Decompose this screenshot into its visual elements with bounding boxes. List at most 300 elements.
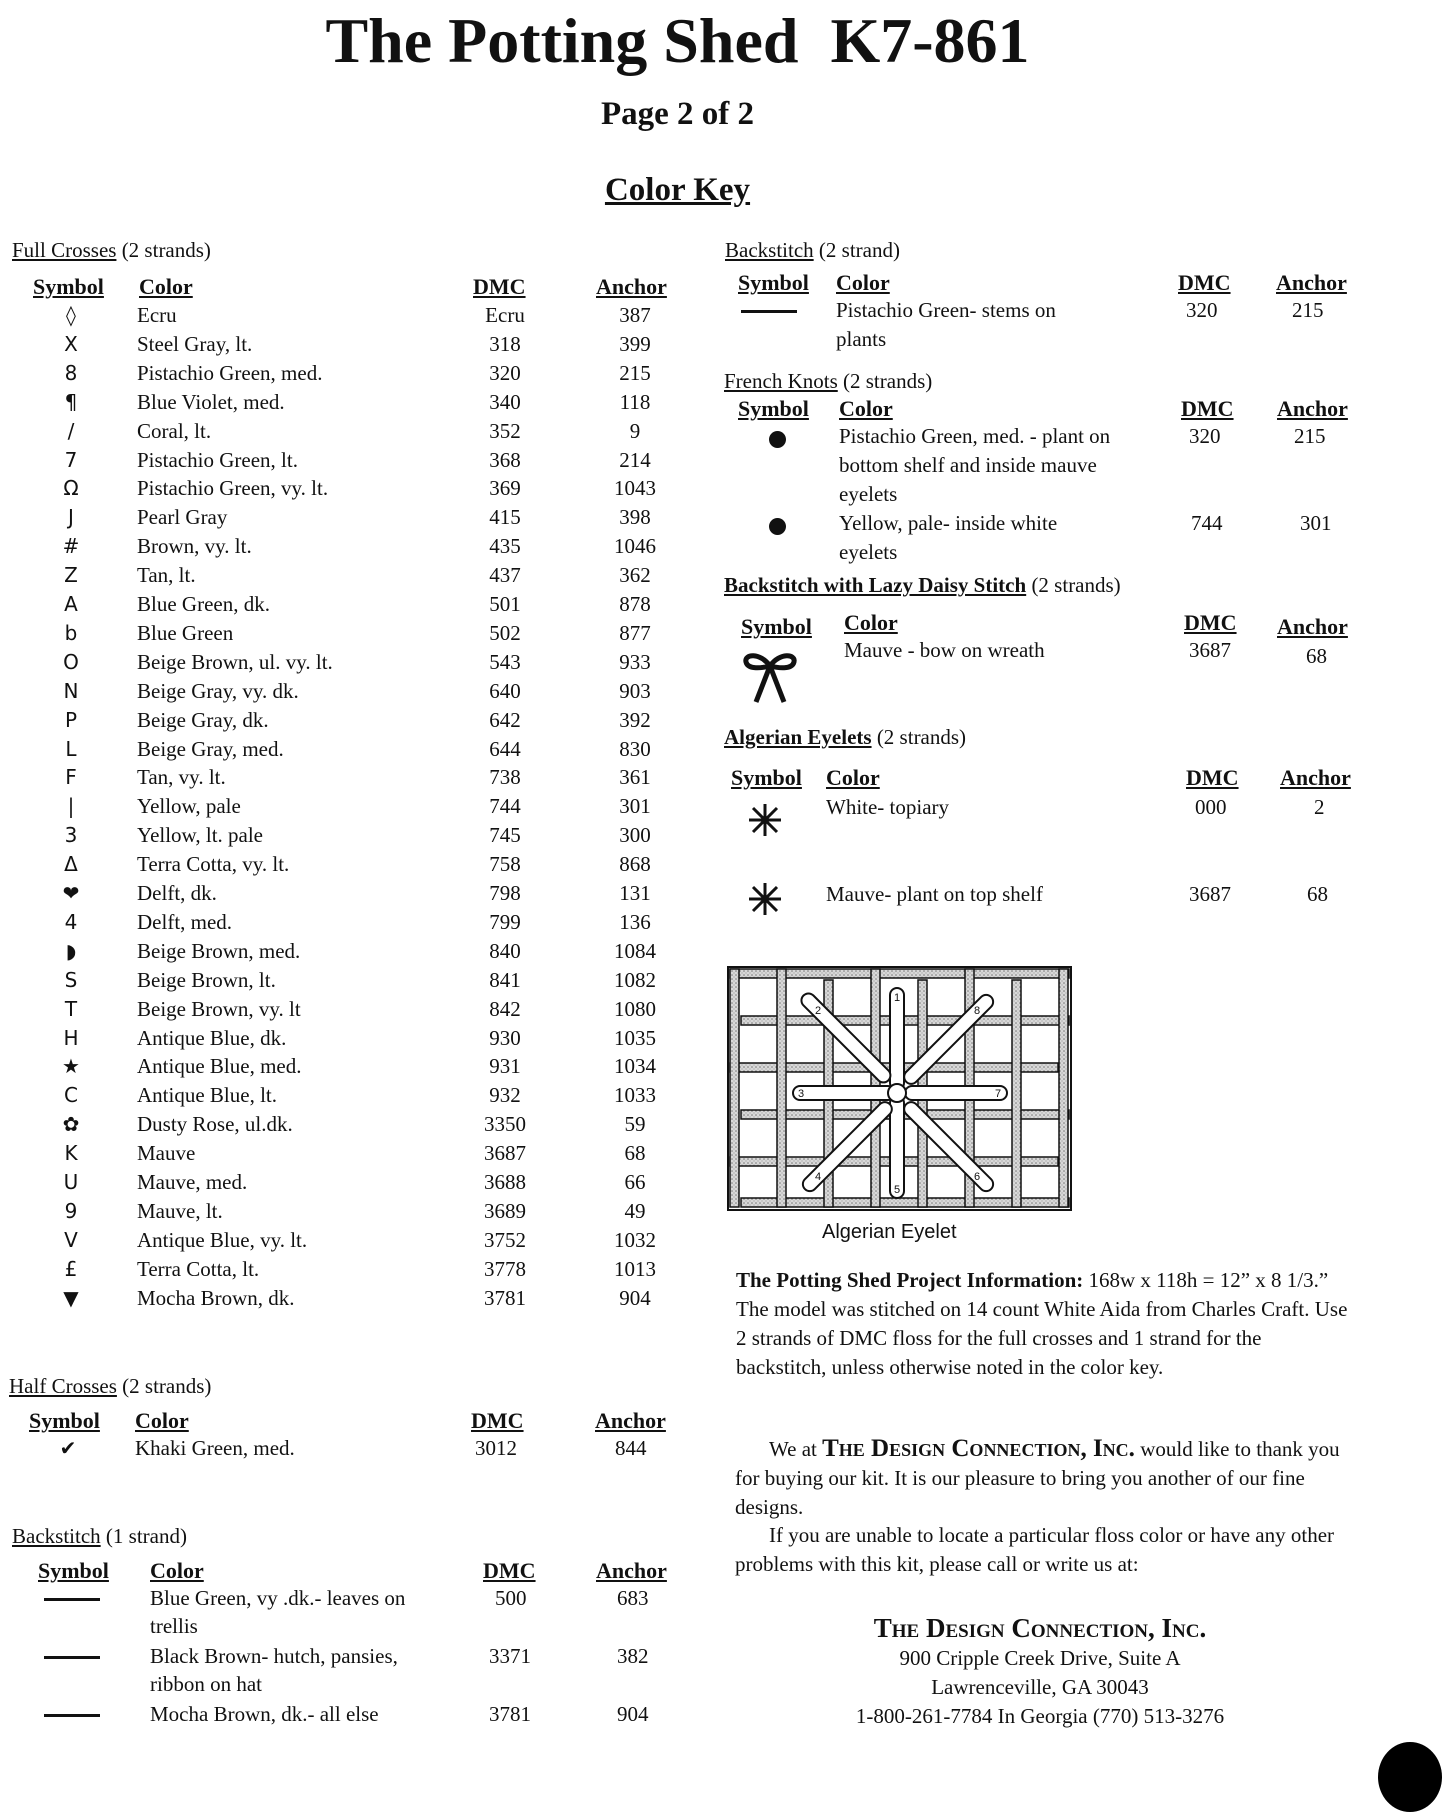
lazy-daisy-header [710, 610, 1410, 640]
anchor-number: 301 [1300, 511, 1332, 535]
symbol-glyph-icon: 9 [64, 1198, 78, 1223]
color-name: Mauve [137, 1141, 196, 1166]
table-row [0, 1436, 700, 1466]
anchor-number: 66 [624, 1170, 646, 1194]
dmc-number: 543 [489, 649, 521, 674]
dmc-number: 640 [489, 678, 521, 703]
symbol-glyph-icon: T [64, 996, 78, 1021]
color-name: Steel Gray, lt. [137, 331, 253, 356]
table-row [0, 1141, 700, 1170]
address-line-1: 900 Cripple Creek Drive, Suite A [899, 1646, 1181, 1670]
heart-icon: ❤ [62, 881, 80, 905]
table-row [710, 882, 1410, 922]
anchor-number: 1080 [614, 996, 656, 1021]
col-color: Color [839, 396, 893, 421]
table-row [0, 390, 700, 419]
col-dmc: DMC [471, 1408, 524, 1433]
color-name: Yellow, pale [137, 794, 241, 819]
section-title: French Knots [724, 369, 838, 393]
symbol-glyph-icon: 3 [64, 823, 78, 848]
table-row [0, 1257, 700, 1286]
symbol-glyph-icon: X [64, 331, 78, 356]
anchor-number: 136 [619, 909, 651, 934]
table-row [0, 968, 700, 997]
table-row [0, 1112, 700, 1141]
eyelet-star-icon [748, 882, 782, 916]
anchor-number: 830 [619, 736, 651, 761]
project-info-paragraph [736, 1266, 1356, 1382]
col-anchor: Anchor [596, 1558, 667, 1583]
table-row [710, 424, 1410, 511]
table-row [710, 511, 1410, 569]
dmc-number: 841 [489, 967, 521, 992]
anchor-number: 2 [1314, 795, 1325, 819]
table-row [0, 765, 700, 794]
strand-count: (2 strands) [1031, 573, 1121, 597]
col-dmc: DMC [483, 1558, 536, 1583]
anchor-number: 1013 [614, 1256, 656, 1281]
anchor-number: 118 [619, 389, 651, 414]
company-name-inline: The Design Connection, Inc. [822, 1435, 1135, 1462]
symbol-glyph-icon: 4 [64, 909, 78, 934]
col-color: Color [150, 1558, 204, 1583]
dmc-number: 3781 [484, 1285, 526, 1310]
col-dmc: DMC [473, 274, 526, 299]
symbol-glyph-icon: 7 [64, 447, 78, 472]
anchor-number: 68 [1307, 882, 1328, 906]
symbol-glyph-icon: K [64, 1141, 78, 1166]
table-row [0, 881, 700, 910]
dmc-number: 3781 [489, 1702, 531, 1726]
anchor-number: 877 [619, 620, 651, 645]
color-name: Mauve, med. [137, 1170, 248, 1194]
symbol-glyph-icon: S [64, 967, 78, 992]
dmc-number: 500 [495, 1586, 527, 1610]
color-name: Black Brown- hutch, pansies, [150, 1644, 398, 1668]
color-name: Khaki Green, med. [135, 1436, 295, 1460]
table-row [0, 823, 700, 852]
diamond-icon: ◊ [66, 303, 76, 327]
dmc-number: 000 [1195, 795, 1227, 819]
color-name: Pistachio Green, med. [137, 360, 323, 385]
symbol-glyph-icon: 8 [64, 360, 78, 385]
symbol-glyph-icon: H [63, 1025, 79, 1050]
table-row [0, 419, 700, 448]
dmc-number: 842 [489, 996, 521, 1021]
dmc-number: Ecru [485, 303, 525, 327]
color-name: Pistachio Green, med. - plant on [839, 424, 1111, 448]
color-name: Yellow, pale- inside white [839, 511, 1058, 535]
table-row [0, 1199, 700, 1228]
col-anchor: Anchor [1276, 270, 1347, 295]
table-row [710, 795, 1410, 845]
table-row [0, 737, 700, 766]
anchor-number: 1034 [614, 1054, 656, 1079]
table-row [0, 1026, 700, 1055]
anchor-number: 1046 [614, 534, 656, 559]
dmc-number: 3752 [484, 1227, 526, 1252]
anchor-number: 878 [619, 592, 651, 616]
backstitch-1-header [0, 1558, 700, 1588]
dmc-number: 320 [1189, 424, 1221, 448]
color-name: Mauve- plant on top shelf [826, 882, 1043, 906]
color-name: Brown, vy. lt. [137, 534, 252, 559]
anchor-number: 1032 [614, 1227, 656, 1252]
color-name: Antique Blue, med. [137, 1054, 302, 1079]
table-row [0, 1702, 700, 1732]
omega-icon: Ω [63, 476, 79, 501]
dmc-number: 501 [489, 592, 521, 616]
anchor-number: 214 [619, 447, 651, 472]
col-symbol: Symbol [741, 614, 812, 639]
table-row [0, 621, 700, 650]
thanks-pre: We at [769, 1437, 823, 1461]
color-name: Pistachio Green, vy. lt. [137, 476, 329, 501]
strand-count: (2 strand) [818, 238, 900, 262]
diagram-caption: Algerian Eyelet [822, 1221, 957, 1243]
dmc-number: 931 [489, 1054, 521, 1079]
color-name-cont: eyelets [839, 540, 898, 564]
table-row [0, 1228, 700, 1257]
thanks-post: would like to thank you for buying our kit. It is our pleasure to bring you another of our fine designs. [735, 1437, 1340, 1519]
col-symbol: Symbol [33, 274, 104, 299]
color-name: Mocha Brown, dk. [137, 1285, 295, 1310]
col-dmc: DMC [1184, 610, 1237, 635]
table-row [0, 997, 700, 1026]
table-row [0, 1054, 700, 1083]
table-row [0, 1644, 700, 1702]
bow-icon [742, 648, 798, 706]
dmc-number: 3687 [1189, 638, 1231, 662]
dmc-number: 3687 [1189, 882, 1231, 906]
anchor-number: 131 [619, 881, 651, 905]
table-row [0, 852, 700, 881]
backstitch-line-icon [741, 310, 797, 313]
symbol-glyph-icon: N [63, 678, 79, 703]
anchor-number: 215 [1294, 424, 1326, 448]
color-name: Terra Cotta, vy. lt. [137, 852, 290, 877]
symbol-glyph-icon: V [64, 1227, 78, 1252]
project-info-text: 168w x 118h = 12” x 8 1/3.” The model was stitched on 14 count White Aida from Charles Craft. Use 2 strands of DMC floss for the full crosses and 1 strand for the backstitch, unless otherwise noted in the color key. [736, 1268, 1348, 1379]
col-color: Color [826, 765, 880, 790]
contact-block [720, 1612, 1420, 1731]
flower-icon: ✿ [62, 1112, 80, 1137]
table-row [0, 563, 700, 592]
col-symbol: Symbol [38, 1558, 109, 1583]
color-name: Blue Green, dk. [137, 592, 270, 616]
section-title: Algerian Eyelets [724, 725, 872, 749]
french-knots-header [710, 396, 1410, 426]
col-symbol: Symbol [29, 1408, 100, 1433]
table-row [0, 708, 700, 737]
color-name: Blue Green, vy .dk.- leaves on [150, 1586, 406, 1610]
section-title: Backstitch with Lazy Daisy Stitch [724, 573, 1027, 597]
anchor-number: 1082 [614, 967, 656, 992]
check-icon: ✔ [59, 1436, 77, 1460]
table-row [0, 1170, 700, 1199]
anchor-number: 1084 [614, 938, 656, 963]
thank-you-paragraph [735, 1434, 1360, 1522]
dmc-number: 3688 [484, 1170, 526, 1194]
svg-text:4: 4 [814, 1171, 822, 1183]
color-name: Mauve - bow on wreath [844, 638, 1045, 662]
table-row [0, 939, 700, 968]
col-color: Color [135, 1408, 189, 1433]
down-triangle-icon: ▼ [63, 1285, 79, 1310]
dmc-number: 368 [489, 447, 521, 472]
symbol-glyph-icon: L [65, 736, 77, 761]
col-color: Color [844, 610, 898, 635]
dmc-number: 758 [489, 852, 521, 877]
backstitch-line-icon [44, 1714, 100, 1717]
col-symbol: Symbol [738, 270, 809, 295]
color-name: Beige Brown, lt. [137, 967, 276, 992]
color-name: Mauve, lt. [137, 1198, 223, 1223]
dmc-number: 352 [489, 418, 521, 443]
color-name-cont: eyelets [839, 482, 898, 506]
table-row [0, 679, 700, 708]
anchor-number: 68 [624, 1141, 646, 1166]
anchor-number: 683 [617, 1586, 649, 1610]
algerian-eyelets-heading [724, 725, 966, 750]
full-crosses-table [0, 303, 700, 1323]
color-name: Terra Cotta, lt. [137, 1256, 260, 1281]
color-name: Tan, lt. [137, 563, 196, 588]
symbol-glyph-icon: F [65, 765, 77, 790]
dmc-number: 320 [1186, 298, 1218, 322]
col-symbol: Symbol [731, 765, 802, 790]
dmc-number: 642 [489, 707, 521, 732]
dmc-number: 415 [489, 505, 521, 530]
anchor-number: 68 [1306, 644, 1327, 668]
star-icon: ★ [62, 1054, 80, 1079]
table-row [0, 592, 700, 621]
table-row [0, 650, 700, 679]
lazy-daisy-heading [724, 573, 1121, 598]
color-name: Delft, dk. [137, 881, 217, 905]
company-name: The Design Connection, Inc. [873, 1613, 1207, 1643]
color-name: Antique Blue, vy. lt. [137, 1227, 308, 1252]
anchor-number: 382 [617, 1644, 649, 1668]
strand-count: (2 strands) [843, 369, 933, 393]
backstitch-line-icon [44, 1598, 100, 1601]
color-name: Coral, lt. [137, 418, 212, 443]
color-key-heading: Color Key [604, 172, 751, 208]
bar-icon: | [67, 794, 75, 819]
anchor-number: 49 [624, 1198, 646, 1223]
table-row [710, 298, 1410, 356]
anchor-number: 387 [619, 303, 651, 327]
color-name: Delft, med. [137, 909, 233, 934]
symbol-glyph-icon: A [64, 592, 78, 616]
eyelet-star-icon [748, 803, 782, 837]
dmc-number: 799 [489, 909, 521, 934]
col-dmc: DMC [1178, 270, 1231, 295]
col-symbol: Symbol [738, 396, 809, 421]
table-row [0, 303, 700, 332]
color-name: Ecru [137, 303, 177, 327]
table-row [0, 1586, 700, 1644]
strand-count: (2 strands) [121, 238, 211, 262]
svg-text:3: 3 [797, 1088, 805, 1100]
anchor-number: 300 [619, 823, 651, 848]
section-title: Full Crosses [12, 238, 117, 262]
symbol-glyph-icon: b [64, 620, 78, 645]
dmc-number: 369 [489, 476, 521, 501]
slash-icon: / [67, 418, 75, 443]
page-indicator: Page 2 of 2 [600, 96, 755, 132]
table-row [0, 448, 700, 477]
dmc-number: 744 [1191, 511, 1223, 535]
table-row [710, 638, 1410, 708]
anchor-number: 1043 [614, 476, 656, 501]
dmc-number: 745 [489, 823, 521, 848]
color-name: Yellow, lt. pale [137, 823, 263, 848]
symbol-glyph-icon: U [63, 1170, 79, 1194]
half-crosses-header [0, 1408, 700, 1438]
color-name: Pistachio Green- stems on [836, 298, 1056, 322]
dmc-number: 744 [489, 794, 521, 819]
dmc-number: 502 [489, 620, 521, 645]
color-name: Pearl Gray [137, 505, 228, 530]
col-anchor: Anchor [1280, 765, 1351, 790]
dmc-number: 3012 [475, 1436, 517, 1460]
anchor-number: 301 [619, 794, 651, 819]
document-title: The Potting Shed K7-861 [325, 5, 1030, 76]
color-name-cont: trellis [150, 1614, 198, 1638]
color-name: Beige Brown, vy. lt [137, 996, 301, 1021]
half-circle-icon: ◗ [65, 938, 77, 963]
table-row [0, 910, 700, 939]
color-name: Beige Gray, vy. dk. [137, 678, 299, 703]
color-name: Pistachio Green, lt. [137, 447, 298, 472]
anchor-number: 844 [615, 1436, 647, 1460]
anchor-number: 215 [619, 360, 651, 385]
dmc-number: 437 [489, 563, 521, 588]
step-1-label: 1 [893, 992, 901, 1004]
section-title: Half Crosses [9, 1374, 117, 1398]
symbol-glyph-icon: Z [64, 563, 78, 588]
col-anchor: Anchor [596, 274, 667, 299]
anchor-number: 9 [629, 418, 641, 443]
anchor-number: 1035 [614, 1025, 656, 1050]
hash-icon: # [62, 534, 80, 559]
dmc-number: 930 [489, 1025, 521, 1050]
anchor-number: 361 [619, 765, 651, 790]
dmc-number: 320 [489, 360, 521, 385]
anchor-number: 1033 [614, 1083, 656, 1108]
strand-count: (2 strands) [876, 725, 967, 749]
backstitch-2-header [710, 270, 1410, 300]
color-name-cont: plants [836, 327, 887, 351]
dmc-number: 932 [489, 1083, 521, 1108]
svg-text:7: 7 [994, 1088, 1002, 1100]
table-row [0, 505, 700, 534]
dmc-number: 340 [489, 389, 521, 414]
col-color: Color [836, 270, 890, 295]
registration-dot-icon [1378, 1742, 1442, 1812]
color-name: White- topiary [826, 795, 950, 819]
phone-line: 1-800-261-7784 In Georgia (770) 513-3276 [855, 1704, 1225, 1728]
symbol-glyph-icon: J [68, 505, 74, 530]
svg-text:6: 6 [973, 1171, 981, 1183]
svg-text:5: 5 [893, 1184, 901, 1196]
color-name: Antique Blue, dk. [137, 1025, 287, 1050]
color-name: Beige Brown, med. [137, 938, 301, 963]
backstitch-line-icon [44, 1656, 100, 1659]
dmc-number: 3778 [484, 1256, 526, 1281]
color-name: Beige Gray, dk. [137, 707, 269, 732]
eyelet-diagram-graphic [727, 966, 1072, 1211]
table-row [0, 534, 700, 563]
color-name: Tan, vy. lt. [137, 765, 226, 790]
color-name: Blue Violet, med. [137, 389, 285, 414]
anchor-number: 215 [1292, 298, 1324, 322]
table-row [0, 1083, 700, 1112]
help-paragraph: If you are unable to locate a particular floss color or have any other problems with this kit, please call or write us at: [735, 1523, 1335, 1576]
col-dmc: DMC [1186, 765, 1239, 790]
color-name: Beige Gray, med. [137, 736, 284, 761]
anchor-number: 392 [619, 707, 651, 732]
color-name: Mocha Brown, dk.- all else [150, 1702, 379, 1726]
anchor-number: 868 [619, 852, 651, 877]
color-name: Dusty Rose, ul.dk. [137, 1112, 293, 1137]
address-line-2: Lawrenceville, GA 30043 [931, 1675, 1149, 1699]
section-title: Backstitch [725, 238, 814, 262]
anchor-number: 59 [624, 1112, 646, 1137]
table-row [0, 332, 700, 361]
strand-count: (1 strand) [105, 1524, 187, 1548]
anchor-number: 904 [617, 1702, 649, 1726]
color-name: Blue Green [137, 620, 234, 645]
symbol-glyph-icon: P [64, 707, 78, 732]
section-title: Backstitch [12, 1524, 101, 1548]
dmc-number: 738 [489, 765, 521, 790]
anchor-number: 399 [619, 331, 651, 356]
symbol-glyph-icon: O [63, 649, 79, 674]
dmc-number: 435 [489, 534, 521, 559]
dmc-number: 3687 [484, 1141, 526, 1166]
svg-text:8: 8 [973, 1005, 981, 1017]
full-crosses-heading [12, 238, 211, 263]
dmc-number: 798 [489, 881, 521, 905]
french-knots-heading [724, 369, 932, 394]
dmc-number: 3350 [484, 1112, 526, 1137]
table-row [0, 476, 700, 505]
color-name-cont: ribbon on hat [150, 1672, 262, 1696]
half-crosses-heading [9, 1374, 211, 1399]
french-knot-dot-icon [769, 518, 786, 535]
col-color: Color [139, 274, 193, 299]
col-anchor: Anchor [1277, 396, 1348, 421]
pilcrow-icon: ¶ [64, 389, 78, 414]
full-crosses-header [0, 274, 700, 304]
color-name: Antique Blue, lt. [137, 1083, 277, 1108]
svg-text:2: 2 [814, 1005, 822, 1017]
backstitch-2-heading [725, 238, 900, 263]
anchor-number: 398 [619, 505, 651, 530]
anchor-number: 903 [619, 678, 651, 703]
symbol-glyph-icon: C [64, 1083, 78, 1108]
anchor-number: 904 [619, 1285, 651, 1310]
pound-icon: £ [64, 1256, 78, 1281]
color-name-cont: bottom shelf and inside mauve [839, 453, 1097, 477]
triangle-icon: Δ [64, 852, 78, 877]
table-row [0, 1286, 700, 1315]
dmc-number: 318 [489, 331, 521, 356]
anchor-number: 362 [619, 563, 651, 588]
dmc-number: 644 [489, 736, 521, 761]
